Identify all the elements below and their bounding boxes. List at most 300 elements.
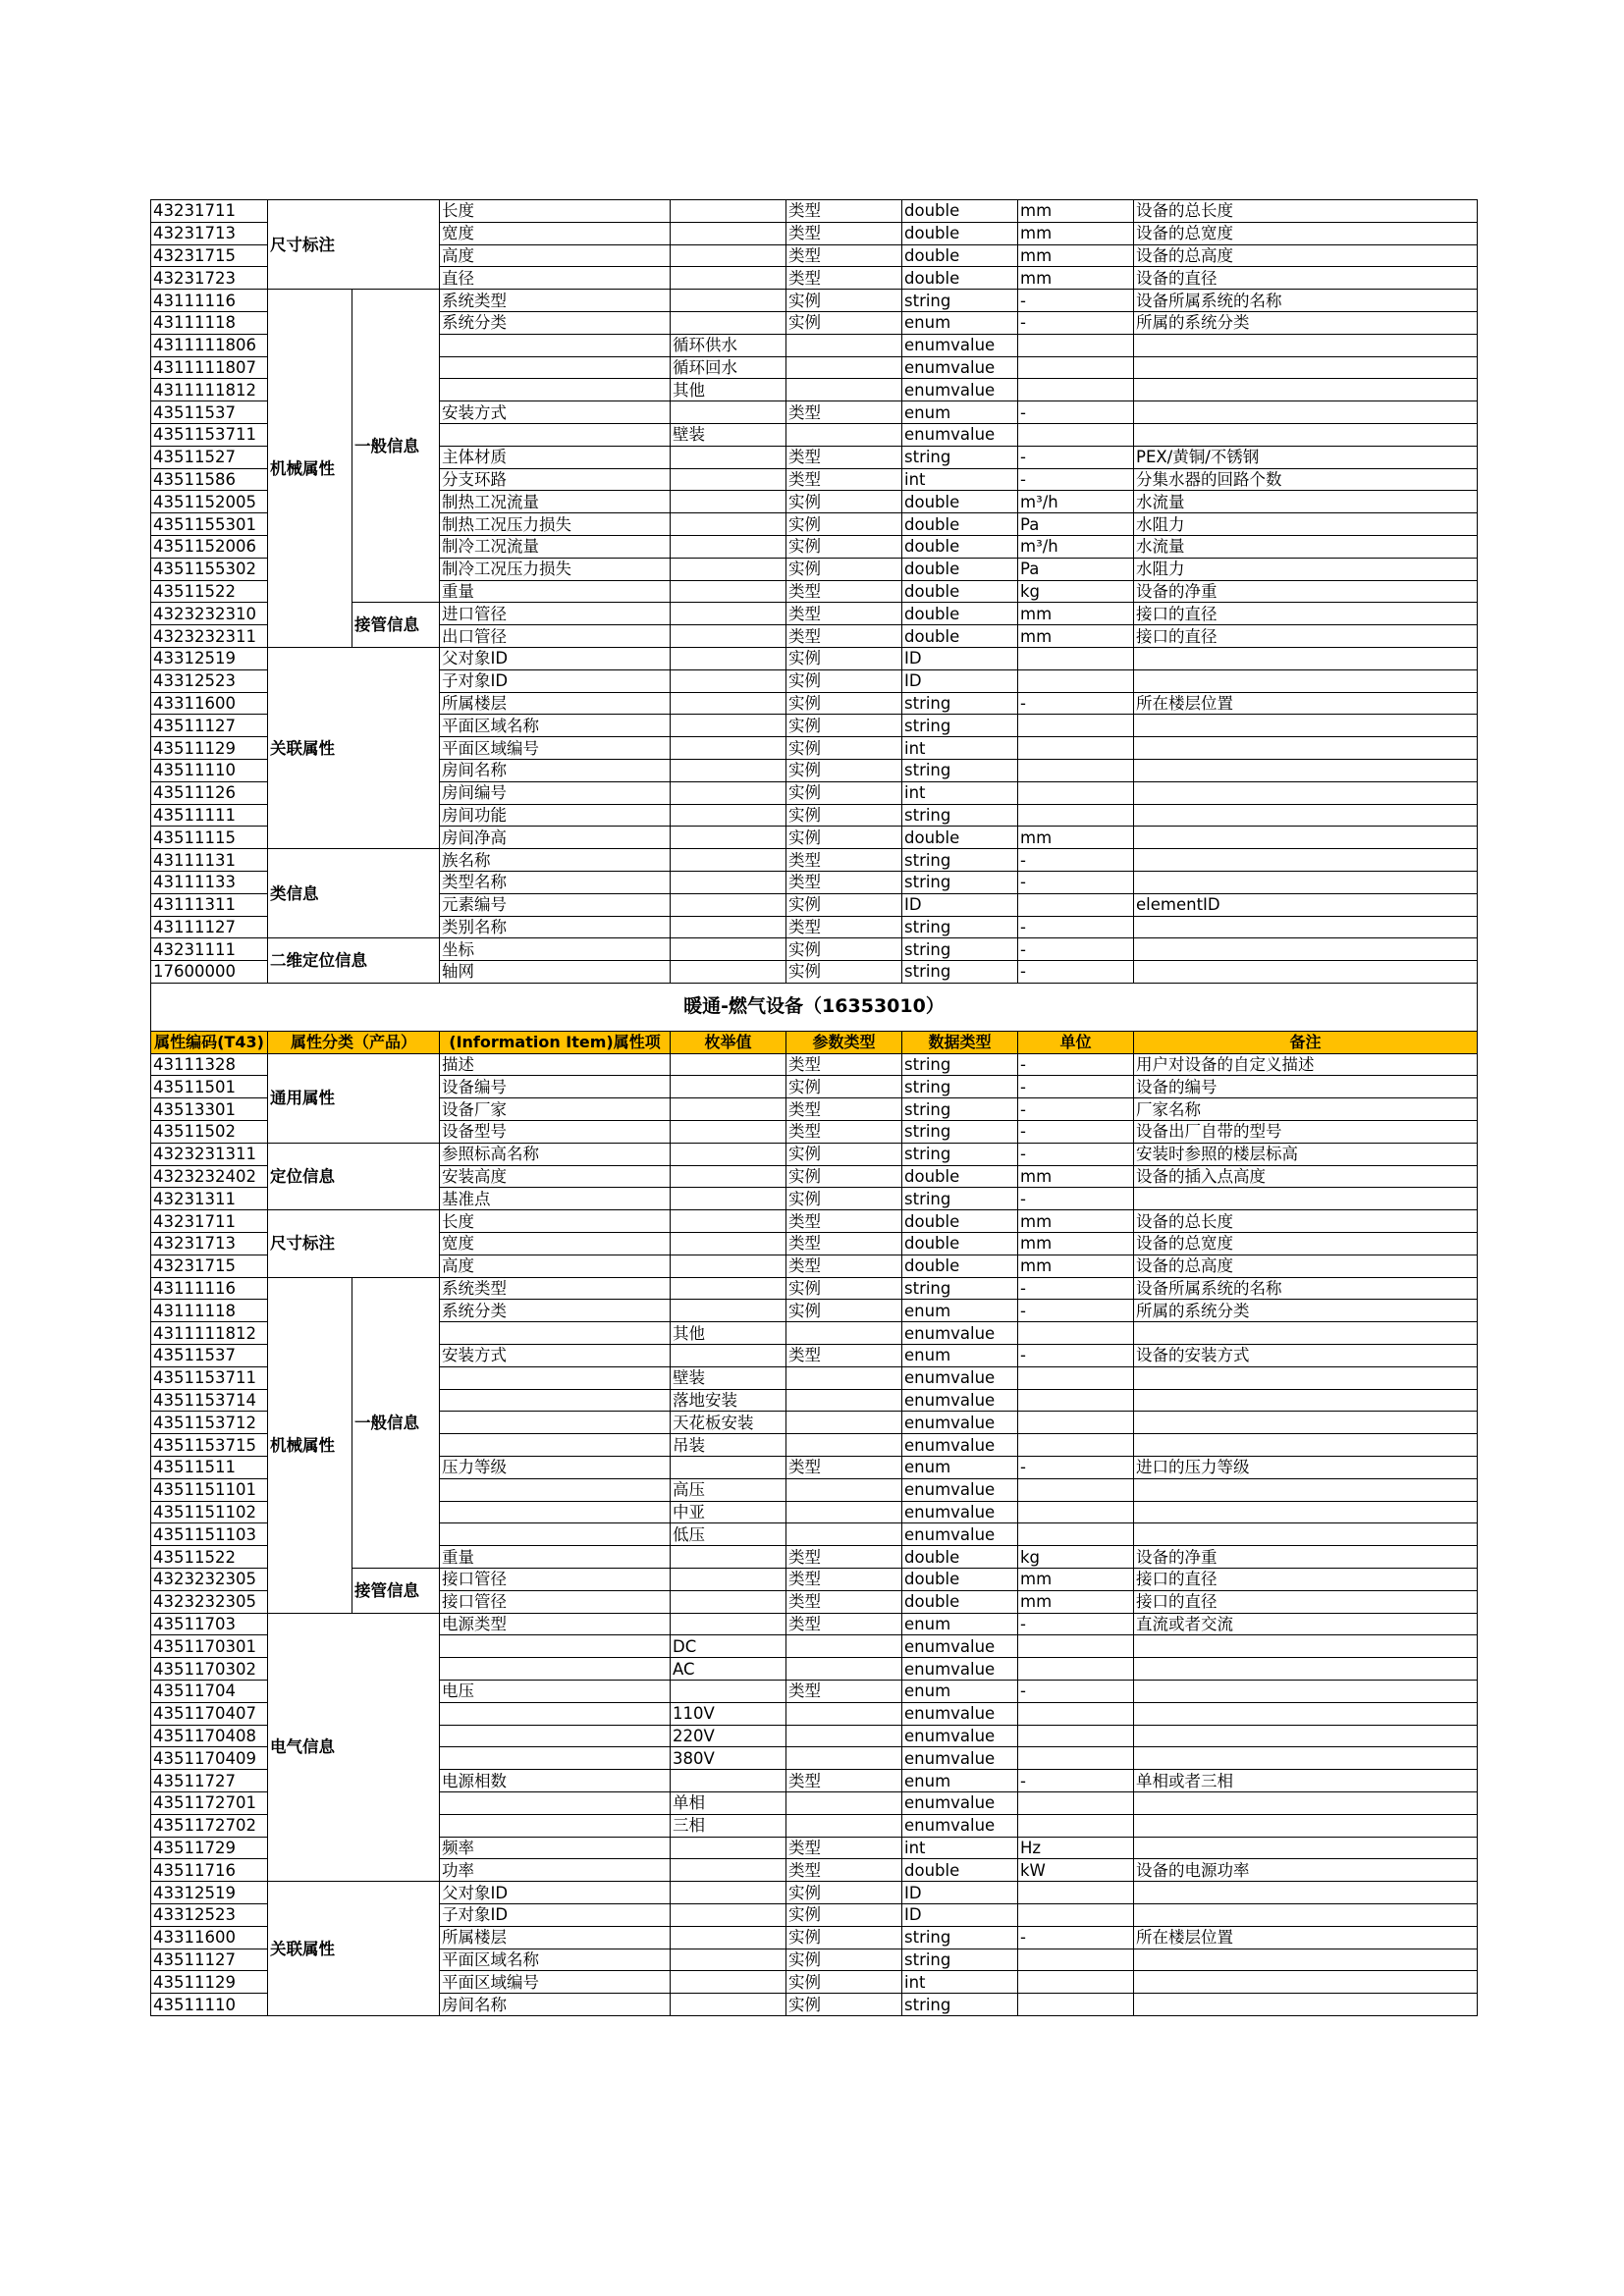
data-type: enum xyxy=(902,1613,1018,1635)
remark: 用户对设备的自定义描述 xyxy=(1134,1053,1478,1076)
attribute-category: 类信息 xyxy=(268,849,440,938)
attribute-item: 坐标 xyxy=(440,938,671,961)
attribute-item: 长度 xyxy=(440,200,671,223)
unit: - xyxy=(1018,961,1134,984)
data-type: string xyxy=(902,290,1018,312)
enum-value: 其他 xyxy=(671,1322,786,1345)
remark: 分集水器的回路个数 xyxy=(1134,468,1478,491)
remark: 单相或者三相 xyxy=(1134,1770,1478,1792)
unit xyxy=(1018,715,1134,737)
attribute-code: 4351153714 xyxy=(151,1389,268,1412)
attribute-code: 43511716 xyxy=(151,1859,268,1882)
parameter-type: 实例 xyxy=(786,1994,902,2016)
attribute-item: 制热工况压力损失 xyxy=(440,513,671,536)
remark: 设备的总长度 xyxy=(1134,200,1478,223)
remark xyxy=(1134,715,1478,737)
attribute-code: 43111311 xyxy=(151,893,268,916)
attribute-code: 4311111806 xyxy=(151,334,268,356)
unit: - xyxy=(1018,1076,1134,1098)
remark: 接口的直径 xyxy=(1134,603,1478,625)
table-row xyxy=(151,1143,1478,1165)
parameter-type: 类型 xyxy=(786,1457,902,1479)
attribute-item xyxy=(440,356,671,379)
enum-value xyxy=(671,1143,786,1165)
remark: 设备的插入点高度 xyxy=(1134,1165,1478,1188)
enum-value xyxy=(671,1949,786,1971)
unit: mm xyxy=(1018,222,1134,244)
unit: mm xyxy=(1018,1233,1134,1255)
unit: - xyxy=(1018,446,1134,468)
attribute-item: 制热工况流量 xyxy=(440,491,671,513)
attribute-code: 43231723 xyxy=(151,267,268,290)
remark: PEX/黄铜/不锈钢 xyxy=(1134,446,1478,468)
parameter-type: 类型 xyxy=(786,916,902,938)
attribute-category: 机械属性 xyxy=(268,290,352,648)
remark xyxy=(1134,647,1478,669)
enum-value xyxy=(671,1994,786,2016)
attribute-item: 接口管径 xyxy=(440,1569,671,1591)
table-row xyxy=(151,1210,1478,1233)
unit: - xyxy=(1018,468,1134,491)
parameter-type: 实例 xyxy=(786,1076,902,1098)
attribute-item: 族名称 xyxy=(440,849,671,872)
parameter-type: 类型 xyxy=(786,1098,902,1121)
enum-value: 高压 xyxy=(671,1478,786,1501)
remark: 设备的净重 xyxy=(1134,580,1478,603)
parameter-type: 类型 xyxy=(786,1613,902,1635)
enum-value xyxy=(671,267,786,290)
enum-value xyxy=(671,1770,786,1792)
data-type: enumvalue xyxy=(902,1635,1018,1658)
unit: - xyxy=(1018,1770,1134,1792)
parameter-type: 实例 xyxy=(786,781,902,804)
attribute-code: 4323232310 xyxy=(151,603,268,625)
attribute-code: 43511729 xyxy=(151,1837,268,1859)
data-type: double xyxy=(902,267,1018,290)
header-cell: 枚举值 xyxy=(671,1031,786,1053)
header-cell: 单位 xyxy=(1018,1031,1134,1053)
enum-value: 380V xyxy=(671,1747,786,1770)
data-type: enumvalue xyxy=(902,1389,1018,1412)
unit: - xyxy=(1018,401,1134,424)
attribute-item xyxy=(440,1478,671,1501)
unit: kW xyxy=(1018,1859,1134,1882)
enum-value xyxy=(671,468,786,491)
enum-value xyxy=(671,849,786,872)
attribute-item: 高度 xyxy=(440,244,671,267)
attribute-code: 43511129 xyxy=(151,1971,268,1994)
data-type: enumvalue xyxy=(902,334,1018,356)
parameter-type: 类型 xyxy=(786,1255,902,1277)
attribute-item: 安装方式 xyxy=(440,401,671,424)
remark: 接口的直径 xyxy=(1134,1569,1478,1591)
attribute-code: 43511527 xyxy=(151,446,268,468)
unit: - xyxy=(1018,1926,1134,1949)
attribute-item: 制冷工况压力损失 xyxy=(440,558,671,580)
enum-value xyxy=(671,737,786,760)
unit: - xyxy=(1018,1345,1134,1367)
parameter-type: 类型 xyxy=(786,200,902,223)
attribute-code: 4351172702 xyxy=(151,1814,268,1837)
data-type: enum xyxy=(902,1300,1018,1322)
data-type: double xyxy=(902,1546,1018,1569)
data-type: enumvalue xyxy=(902,1658,1018,1681)
parameter-type: 类型 xyxy=(786,1053,902,1076)
remark: 水阻力 xyxy=(1134,558,1478,580)
attribute-code: 43511537 xyxy=(151,401,268,424)
remark xyxy=(1134,1501,1478,1523)
enum-value xyxy=(671,1882,786,1904)
table-row xyxy=(151,1882,1478,1904)
attribute-item xyxy=(440,1501,671,1523)
attribute-item: 类别名称 xyxy=(440,916,671,938)
data-type: string xyxy=(902,1053,1018,1076)
remark xyxy=(1134,1725,1478,1747)
attribute-code: 17600000 xyxy=(151,961,268,984)
remark xyxy=(1134,1747,1478,1770)
attribute-code: 4323232305 xyxy=(151,1590,268,1613)
unit: mm xyxy=(1018,244,1134,267)
unit: - xyxy=(1018,1098,1134,1121)
parameter-type: 实例 xyxy=(786,938,902,961)
attribute-item: 宽度 xyxy=(440,222,671,244)
parameter-type: 实例 xyxy=(786,1926,902,1949)
unit: - xyxy=(1018,290,1134,312)
parameter-type: 类型 xyxy=(786,1569,902,1591)
attribute-item: 直径 xyxy=(440,267,671,290)
table-row xyxy=(151,938,1478,961)
attribute-item: 房间功能 xyxy=(440,804,671,827)
unit xyxy=(1018,1412,1134,1434)
parameter-type: 实例 xyxy=(786,1949,902,1971)
parameter-type xyxy=(786,1791,902,1814)
attribute-code: 4351172701 xyxy=(151,1791,268,1814)
attribute-code: 4351151103 xyxy=(151,1523,268,1546)
remark xyxy=(1134,1635,1478,1658)
table-row xyxy=(151,1277,1478,1300)
enum-value xyxy=(671,1345,786,1367)
header-cell: 参数类型 xyxy=(786,1031,902,1053)
enum-value xyxy=(671,222,786,244)
data-type: string xyxy=(902,938,1018,961)
data-type: string xyxy=(902,1949,1018,1971)
remark: 设备出厂自带的型号 xyxy=(1134,1121,1478,1144)
parameter-type xyxy=(786,1478,902,1501)
parameter-type: 类型 xyxy=(786,603,902,625)
parameter-type: 实例 xyxy=(786,491,902,513)
attribute-table xyxy=(150,199,1478,2016)
parameter-type xyxy=(786,423,902,446)
remark xyxy=(1134,849,1478,872)
enum-value: 吊装 xyxy=(671,1434,786,1457)
attribute-item: 电源相数 xyxy=(440,1770,671,1792)
attribute-subcategory: 一般信息 xyxy=(352,290,440,603)
parameter-type: 实例 xyxy=(786,1188,902,1210)
parameter-type xyxy=(786,1814,902,1837)
data-type: enumvalue xyxy=(902,1366,1018,1389)
unit: mm xyxy=(1018,200,1134,223)
data-type: double xyxy=(902,244,1018,267)
data-type: enum xyxy=(902,401,1018,424)
data-type: double xyxy=(902,491,1018,513)
attribute-item xyxy=(440,1635,671,1658)
enum-value xyxy=(671,401,786,424)
parameter-type xyxy=(786,1366,902,1389)
remark: 设备所属系统的名称 xyxy=(1134,1277,1478,1300)
header-cell: 备注 xyxy=(1134,1031,1478,1053)
remark: 设备的总宽度 xyxy=(1134,222,1478,244)
attribute-code: 43511522 xyxy=(151,580,268,603)
attribute-subcategory: 一般信息 xyxy=(352,1277,440,1568)
attribute-item: 平面区域编号 xyxy=(440,737,671,760)
attribute-item: 父对象ID xyxy=(440,1882,671,1904)
enum-value xyxy=(671,1255,786,1277)
remark: 水阻力 xyxy=(1134,513,1478,536)
enum-value: DC xyxy=(671,1635,786,1658)
data-type: enum xyxy=(902,1770,1018,1792)
attribute-item: 压力等级 xyxy=(440,1457,671,1479)
parameter-type xyxy=(786,1434,902,1457)
remark: 接口的直径 xyxy=(1134,625,1478,648)
attribute-item xyxy=(440,1366,671,1389)
attribute-item: 出口管径 xyxy=(440,625,671,648)
parameter-type: 类型 xyxy=(786,267,902,290)
attribute-item xyxy=(440,1814,671,1837)
data-type: int xyxy=(902,1971,1018,1994)
parameter-type: 实例 xyxy=(786,1143,902,1165)
attribute-item xyxy=(440,1523,671,1546)
attribute-code: 4311111812 xyxy=(151,379,268,401)
attribute-item xyxy=(440,1725,671,1747)
attribute-code: 43511126 xyxy=(151,781,268,804)
remark xyxy=(1134,938,1478,961)
attribute-item: 平面区域编号 xyxy=(440,1971,671,1994)
attribute-item: 基准点 xyxy=(440,1188,671,1210)
data-type: double xyxy=(902,1569,1018,1591)
parameter-type: 实例 xyxy=(786,1971,902,1994)
parameter-type: 实例 xyxy=(786,669,902,692)
attribute-code: 43511511 xyxy=(151,1457,268,1479)
data-type: enumvalue xyxy=(902,1814,1018,1837)
enum-value: 单相 xyxy=(671,1791,786,1814)
attribute-code: 43511727 xyxy=(151,1770,268,1792)
enum-value: AC xyxy=(671,1658,786,1681)
attribute-code: 43511110 xyxy=(151,1994,268,2016)
attribute-item: 子对象ID xyxy=(440,669,671,692)
parameter-type: 实例 xyxy=(786,827,902,849)
remark xyxy=(1134,334,1478,356)
remark: 设备的编号 xyxy=(1134,1076,1478,1098)
attribute-code: 43111133 xyxy=(151,871,268,893)
data-type: double xyxy=(902,1255,1018,1277)
data-type: string xyxy=(902,849,1018,872)
enum-value xyxy=(671,715,786,737)
data-type: string xyxy=(902,961,1018,984)
attribute-code: 43312519 xyxy=(151,1882,268,1904)
attribute-code: 4351170408 xyxy=(151,1725,268,1747)
attribute-item xyxy=(440,379,671,401)
attribute-item: 重量 xyxy=(440,580,671,603)
table-row xyxy=(151,200,1478,223)
remark: 所属的系统分类 xyxy=(1134,311,1478,334)
unit: - xyxy=(1018,1053,1134,1076)
data-type: string xyxy=(902,715,1018,737)
parameter-type: 类型 xyxy=(786,1233,902,1255)
enum-value xyxy=(671,1165,786,1188)
enum-value: 循环回水 xyxy=(671,356,786,379)
header-cell: (Information Item)属性项 xyxy=(440,1031,671,1053)
data-type: string xyxy=(902,446,1018,468)
remark xyxy=(1134,1523,1478,1546)
data-type: double xyxy=(902,513,1018,536)
attribute-code: 43511129 xyxy=(151,737,268,760)
enum-value xyxy=(671,1210,786,1233)
unit: - xyxy=(1018,692,1134,715)
unit xyxy=(1018,1501,1134,1523)
unit xyxy=(1018,423,1134,446)
attribute-category: 电气信息 xyxy=(268,1613,440,1882)
parameter-type xyxy=(786,1412,902,1434)
attribute-item: 房间名称 xyxy=(440,759,671,781)
parameter-type: 实例 xyxy=(786,1165,902,1188)
unit: - xyxy=(1018,1457,1134,1479)
data-type: enumvalue xyxy=(902,1725,1018,1747)
attribute-item xyxy=(440,1702,671,1725)
unit xyxy=(1018,893,1134,916)
unit xyxy=(1018,1994,1134,2016)
remark xyxy=(1134,1658,1478,1681)
enum-value xyxy=(671,558,786,580)
parameter-type: 类型 xyxy=(786,401,902,424)
parameter-type: 类型 xyxy=(786,1121,902,1144)
data-type: enumvalue xyxy=(902,1412,1018,1434)
enum-value: 壁装 xyxy=(671,1366,786,1389)
data-type: string xyxy=(902,1188,1018,1210)
attribute-code: 43511586 xyxy=(151,468,268,491)
parameter-type: 类型 xyxy=(786,468,902,491)
attribute-code: 43311600 xyxy=(151,692,268,715)
enum-value xyxy=(671,1098,786,1121)
attribute-code: 43111131 xyxy=(151,849,268,872)
attribute-item: 接口管径 xyxy=(440,1590,671,1613)
parameter-type: 实例 xyxy=(786,1903,902,1926)
attribute-code: 4351155302 xyxy=(151,558,268,580)
attribute-item xyxy=(440,1389,671,1412)
data-type: double xyxy=(902,827,1018,849)
enum-value xyxy=(671,1188,786,1210)
unit xyxy=(1018,647,1134,669)
remark xyxy=(1134,1478,1478,1501)
data-type: double xyxy=(902,200,1018,223)
section-title: 暖通-燃气设备（16353010） xyxy=(151,983,1478,1031)
attribute-code: 4351170407 xyxy=(151,1702,268,1725)
enum-value: 落地安装 xyxy=(671,1389,786,1412)
remark xyxy=(1134,1882,1478,1904)
unit: Pa xyxy=(1018,558,1134,580)
attribute-item: 分支环路 xyxy=(440,468,671,491)
unit xyxy=(1018,1903,1134,1926)
parameter-type xyxy=(786,1523,902,1546)
enum-value xyxy=(671,290,786,312)
attribute-code: 43231711 xyxy=(151,200,268,223)
parameter-type: 实例 xyxy=(786,893,902,916)
enum-value xyxy=(671,1457,786,1479)
parameter-type: 实例 xyxy=(786,535,902,558)
enum-value: 天花板安装 xyxy=(671,1412,786,1434)
attribute-item: 电压 xyxy=(440,1681,671,1703)
remark xyxy=(1134,1994,1478,2016)
unit: m³/h xyxy=(1018,491,1134,513)
attribute-code: 4351153711 xyxy=(151,1366,268,1389)
enum-value xyxy=(671,1681,786,1703)
unit: kg xyxy=(1018,1546,1134,1569)
unit xyxy=(1018,1366,1134,1389)
unit xyxy=(1018,356,1134,379)
unit: - xyxy=(1018,1300,1134,1322)
attribute-code: 4351152005 xyxy=(151,491,268,513)
unit: - xyxy=(1018,1188,1134,1210)
attribute-item: 设备厂家 xyxy=(440,1098,671,1121)
attribute-item: 重量 xyxy=(440,1546,671,1569)
remark: 水流量 xyxy=(1134,491,1478,513)
remark xyxy=(1134,1366,1478,1389)
unit: - xyxy=(1018,1121,1134,1144)
data-type: double xyxy=(902,1233,1018,1255)
enum-value: 其他 xyxy=(671,379,786,401)
attribute-item xyxy=(440,1434,671,1457)
attribute-code: 4311111812 xyxy=(151,1322,268,1345)
remark xyxy=(1134,781,1478,804)
attribute-category: 通用属性 xyxy=(268,1053,440,1143)
data-type: double xyxy=(902,558,1018,580)
attribute-code: 4351170302 xyxy=(151,1658,268,1681)
attribute-item: 主体材质 xyxy=(440,446,671,468)
attribute-code: 43231711 xyxy=(151,1210,268,1233)
unit: mm xyxy=(1018,1590,1134,1613)
parameter-type: 实例 xyxy=(786,290,902,312)
attribute-code: 43312523 xyxy=(151,669,268,692)
attribute-item: 轴网 xyxy=(440,961,671,984)
data-type: double xyxy=(902,1590,1018,1613)
attribute-item: 设备型号 xyxy=(440,1121,671,1144)
remark xyxy=(1134,961,1478,984)
unit xyxy=(1018,1949,1134,1971)
data-type: enumvalue xyxy=(902,1791,1018,1814)
attribute-item: 长度 xyxy=(440,1210,671,1233)
unit: kg xyxy=(1018,580,1134,603)
remark xyxy=(1134,759,1478,781)
attribute-code: 43312519 xyxy=(151,647,268,669)
data-type: string xyxy=(902,759,1018,781)
enum-value xyxy=(671,1277,786,1300)
attribute-item: 高度 xyxy=(440,1255,671,1277)
attribute-category: 关联属性 xyxy=(268,647,440,848)
attribute-item xyxy=(440,1791,671,1814)
attribute-code: 43511127 xyxy=(151,715,268,737)
enum-value: 循环供水 xyxy=(671,334,786,356)
data-type: enum xyxy=(902,1345,1018,1367)
attribute-item: 平面区域名称 xyxy=(440,715,671,737)
unit xyxy=(1018,1389,1134,1412)
data-type: string xyxy=(902,692,1018,715)
attribute-item: 所属楼层 xyxy=(440,692,671,715)
data-type: enumvalue xyxy=(902,1434,1018,1457)
data-type: string xyxy=(902,1098,1018,1121)
attribute-code: 4323231311 xyxy=(151,1143,268,1165)
attribute-item: 安装高度 xyxy=(440,1165,671,1188)
enum-value xyxy=(671,871,786,893)
unit: - xyxy=(1018,311,1134,334)
